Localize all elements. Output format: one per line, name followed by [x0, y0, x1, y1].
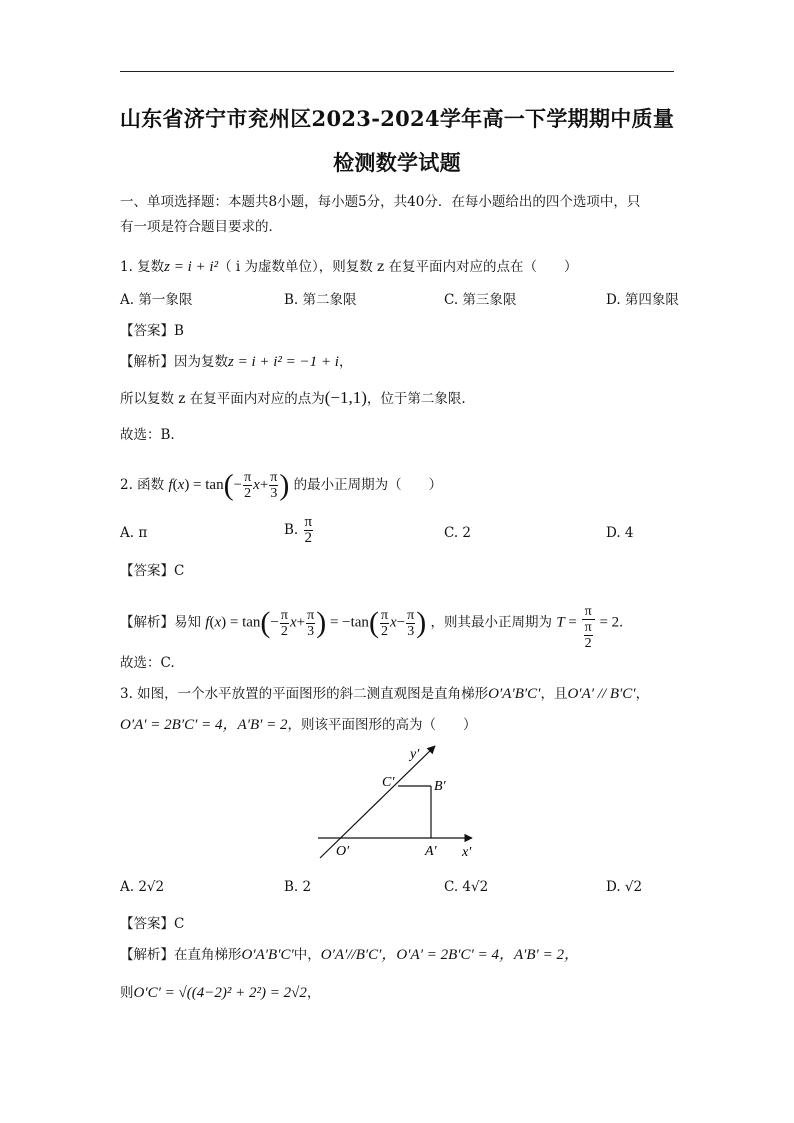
q2-option-b-label: B.: [284, 522, 299, 538]
q3-line2: O′A′ = 2B′C′ = 4，A′B′ = 2: [120, 717, 288, 733]
q3-sol1-trap: O′A′B′C′: [241, 947, 294, 963]
label-b: B′: [434, 779, 446, 794]
q1-mid: （ i 为虚数单位），则复数 z 在复平面内对应的点在（ ）: [218, 259, 578, 275]
y-axis: [320, 746, 435, 858]
section-instruction-2: 有一项是符合题目要求的．: [120, 219, 282, 235]
q2-suffix: 的最小正周期为（ ）: [293, 477, 443, 493]
q3-sol2-prefix: 则: [120, 985, 134, 1001]
q3-solution-2: [120, 983, 320, 1003]
q3-sol1-eq: ，O′A′ = 2B′C′ = 4，A′B′ = 2，: [381, 947, 579, 963]
label-o: O′: [336, 844, 350, 859]
q1-sol2-prefix: 所以复数 z 在复平面内对应的点为: [120, 391, 325, 407]
q1-sol2-suffix: ，位于第二象限.: [366, 391, 466, 407]
q1-sol-suffix: ，: [338, 354, 353, 370]
label-c: C′: [382, 775, 395, 790]
question-1: [120, 257, 577, 277]
label-a: A′: [425, 844, 437, 859]
question-2: 2. 函数 f(x) = tan(− $\frac{\pi}{2}$ x+ $\frac{\pi}{3}$ ) 的最小正周期为（ ）: [120, 468, 443, 502]
top-rule: [120, 71, 674, 72]
q1-option-c: C. 第三象限: [444, 292, 517, 308]
q1-option-a: A. 第一象限: [120, 292, 193, 308]
q3-line1: 3. 如图，一个水平放置的平面图形的斜二测直观图是直角梯形: [120, 686, 489, 702]
q1-prefix: 1. 复数: [120, 259, 165, 275]
q3-sol1-mid: 中，: [293, 947, 321, 963]
section-instruction: 一、单项选择题：本题共8小题，每小题5分，共40分．在每小题给出的四个选项中，只: [120, 194, 641, 210]
q2-solution: 【解析】易知 f(x) = tan(− $\frac{\pi}{2}$ x+ $\frac{\pi}{3}$ ) = −tan( $\frac{\pi}{2}$ x− $\frac{\pi}{3}$ ) ，则其最小正周期为 T = $\frac{\pi}{\frac{\pi}{2}}$ = 2.: [120, 604, 623, 651]
q1-sol-prefix: 【解析】因为复数: [120, 354, 228, 370]
q1-sol2-point: (−1,1): [324, 388, 367, 407]
q2-option-c: C. 2: [444, 525, 472, 541]
label-y: y′: [410, 747, 420, 762]
q2-option-d: D. 4: [606, 525, 634, 541]
q3-comma: ，: [635, 686, 650, 702]
q1-solution: [120, 352, 352, 372]
q3-line2-suffix: ，则该平面图形的高为（ ）: [287, 717, 477, 733]
q2-conclusion: 故选：C.: [120, 655, 175, 671]
q2-answer: 【答案】C: [120, 563, 185, 579]
q3-solution: [120, 945, 579, 965]
q3-sol1-prefix: 【解析】在直角梯形: [120, 947, 242, 963]
q2-function: f(x) = tan: [168, 477, 224, 493]
q3-answer: 【答案】C: [120, 916, 185, 932]
question-3: [120, 684, 649, 704]
label-x: x′: [462, 845, 472, 860]
q2-sol-suffix: ，则其最小正周期为: [430, 614, 553, 631]
q3-option-a: A. 2√2: [120, 879, 165, 895]
q1-expr: z = i + i²: [164, 259, 219, 275]
q1-option-d: D. 第四象限: [606, 292, 679, 308]
q1-option-b: B. 第二象限: [284, 292, 357, 308]
q2-prefix: 2. 函数: [120, 477, 165, 493]
page-title-line2: 检测数学试题: [333, 150, 461, 175]
q3-sol2-suffix: ，: [306, 985, 321, 1001]
question-3-line2: [120, 715, 477, 735]
q3-sol1-par: O′A′//B′C′: [320, 947, 382, 963]
q2-option-a: A. π: [120, 525, 148, 541]
oblique-diagram: [310, 740, 490, 865]
q3-sol2-expr: O′C′ = √((4−2)² + 2²) = 2√2: [133, 985, 307, 1001]
q1-solution-2: [120, 388, 466, 409]
q1-answer: 【答案】B: [120, 323, 184, 339]
q3-option-b: B. 2: [284, 879, 312, 895]
q3-option-d: D. √2: [606, 879, 643, 895]
q3-trap: O′A′B′C′: [488, 686, 541, 702]
q2-option-b: B. $\frac{\pi}{2}$: [284, 514, 313, 546]
q1-sol-expr: z = i + i² = −1 + i: [228, 354, 339, 370]
q3-and: ，且: [540, 686, 568, 702]
q3-parallel: O′A′ // B′C′: [567, 686, 636, 702]
q2-sol-prefix: 【解析】易知: [120, 614, 201, 631]
q3-option-c: C. 4√2: [444, 879, 489, 895]
q1-conclusion: 故选：B.: [120, 427, 175, 443]
page-title: 山东省济宁市兖州区2023-2024学年高一下学期期中质量: [119, 106, 675, 131]
